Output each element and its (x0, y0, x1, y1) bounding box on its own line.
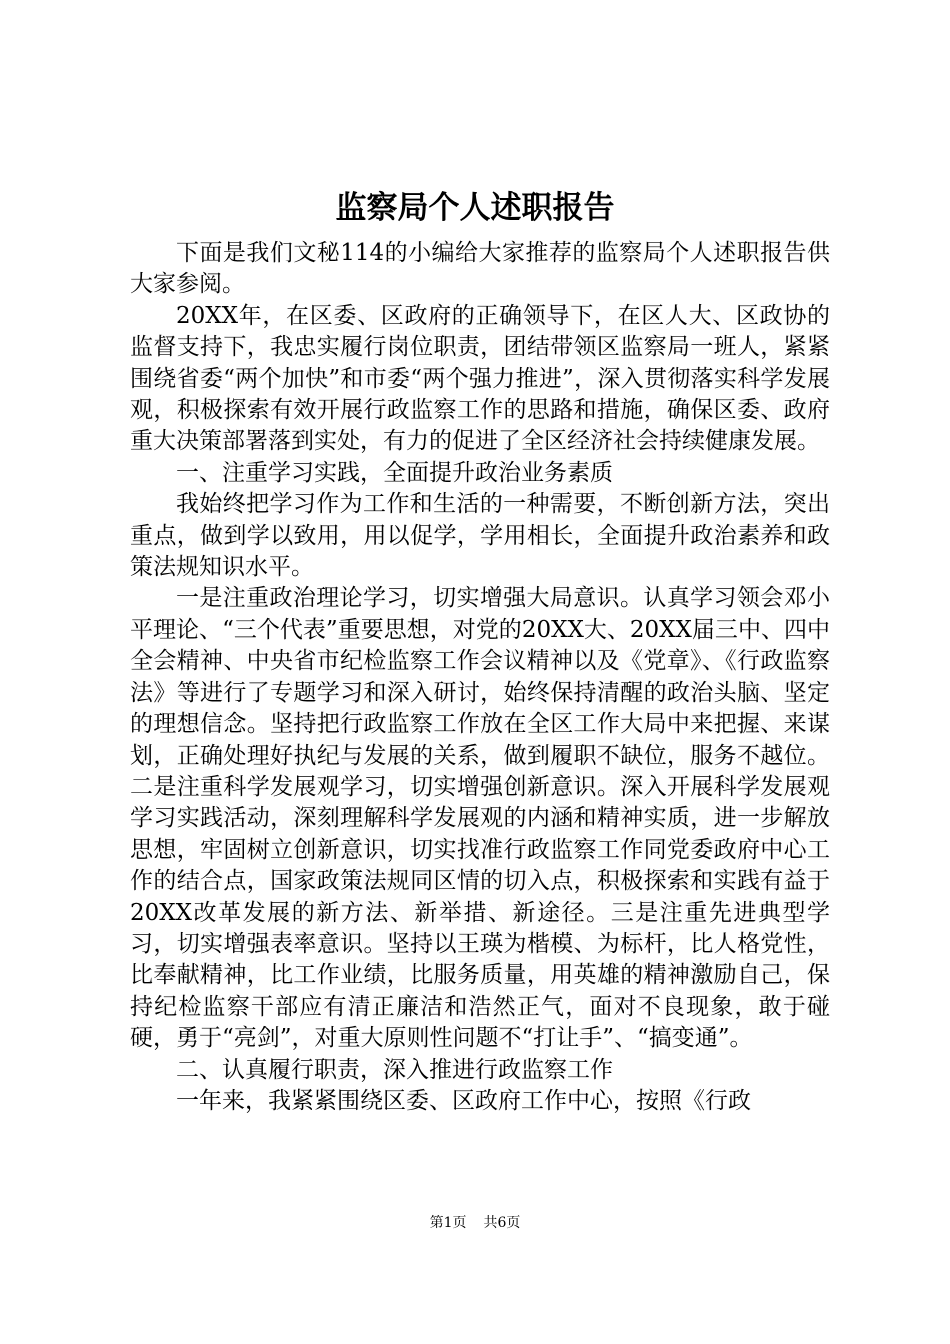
page-number: 第1页 (429, 1215, 467, 1231)
section-heading-2: 二、认真履行职责，深入推进行政监察工作 (176, 1056, 613, 1083)
page-footer (0, 1212, 950, 1232)
section-heading-1: 一、注重学习实践，全面提升政治业务素质 (176, 459, 613, 486)
page-total: 共6页 (483, 1215, 521, 1231)
paragraph-summary: 20XX年，在区委、区政府的正确领导下，在区人大、区政协的监督支持下，我忠实履行岗位职责，团结带领区监察局一班人，紧紧围绕省委“两个加快”和市委“两个强力推进”，深入贯彻落实科学发展观，积极探索有效开展行政监察工作的思路和措施，确保区委、政府重大决策部署落到实处，有力的促进了全区经济社会持续健康发展。 (130, 302, 830, 455)
paragraph-duties: 一年来，我紧紧围绕区委、区政府工作中心，按照《行政 (176, 1087, 751, 1114)
paragraph-study: 我始终把学习作为工作和生活的一种需要，不断创新方法，突出重点，做到学以致用，用以促学，学用相长，全面提升政治素养和政策法规知识水平。 (130, 491, 830, 581)
paragraph-study-details: 一是注重政治理论学习，切实增强大局意识。认真学习领会邓小平理论、“三个代表”重要思想，对党的20XX大、20XX届三中、四中全会精神、中央省市纪检监察工作会议精神以及《党章》、《行政监察法》等进行了专题学习和深入研讨，始终保持清醒的政治头脑、坚定的理想信念。坚持把行政监察工作放在全区工作大局中来把握、来谋划，正确处理好执纪与发展的关系，做到履职不缺位，服务不越位。二是注重科学发展观学习，切实增强创新意识。深入开展科学发展观学习实践活动，深刻理解科学发展观的内涵和精神实质，进一步解放思想，牢固树立创新意识，切实找准行政监察工作同党委政府中心工作的结合点，国家政策法规同区情的切入点，积极探索和实践有益于20XX改革发展的新方法、新举措、新途径。三是注重先进典型学习，切实增强表率意识。坚持以王瑛为楷模、为标杆，比人格党性，比奉献精神，比工作业绩，比服务质量，用英雄的精神激励自己，保持纪检监察干部应有清正廉洁和浩然正气，面对不良现象，敢于碰硬，勇于“亮剑”，对重大原则性问题不“打让手”、“搞变通”。 (130, 585, 830, 1052)
paragraph-intro: 下面是我们文秘114的小编给大家推荐的监察局个人述职报告供大家参阅。 (130, 240, 830, 298)
document-body (130, 238, 830, 1117)
document-title: 监察局个人述职报告 (335, 190, 615, 226)
